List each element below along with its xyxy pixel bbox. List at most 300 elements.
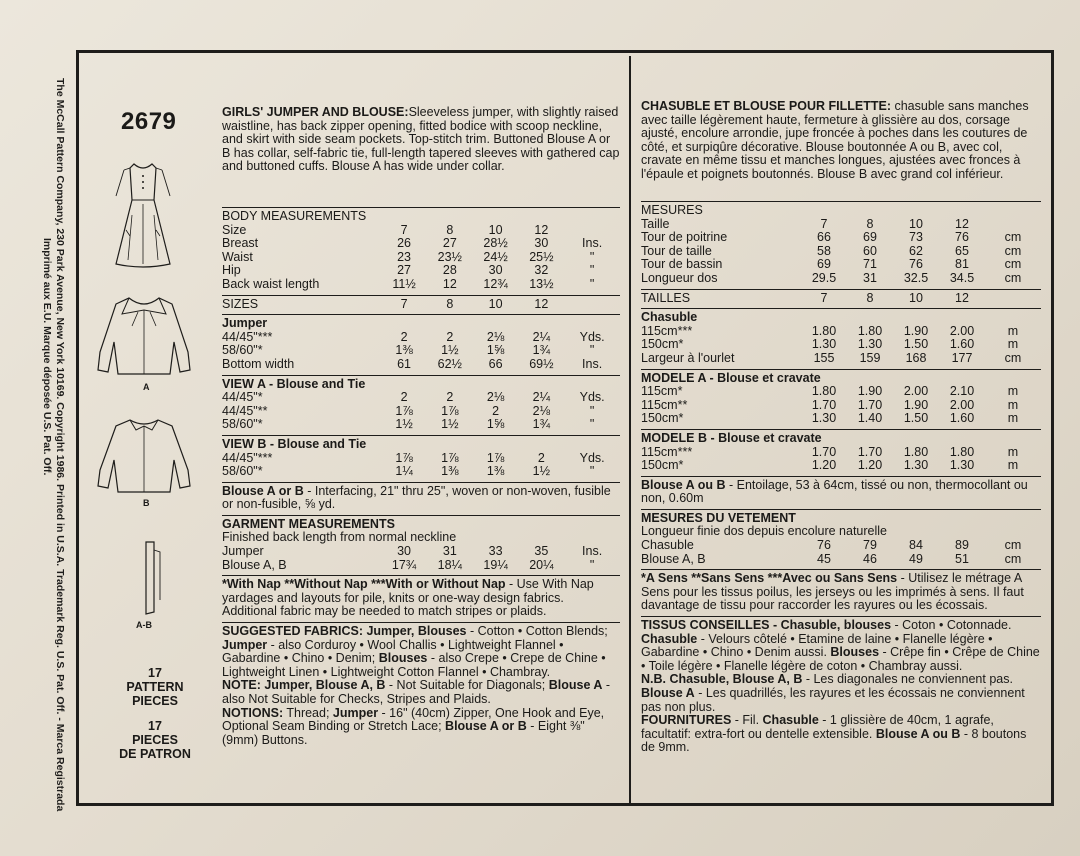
column-divider: [629, 56, 631, 806]
size-value: 31: [442, 544, 457, 559]
section-rule: [222, 207, 620, 208]
size-value: 28½: [483, 236, 508, 251]
table-row: [222, 237, 620, 251]
view-b-subtitle: - Blouse et cravate: [706, 430, 822, 445]
fabrics-text: - also Crepe • Crepe de Chine • Lightweight Linen • Lightweight Cotton Flannel • Chambray.: [222, 651, 606, 679]
size-value: 58: [817, 243, 831, 258]
row-label: 44/45"***: [222, 329, 273, 344]
sizes-table: [641, 292, 1041, 306]
size-value: 8: [446, 296, 454, 311]
size-value: 1.30: [949, 458, 975, 473]
row-label: Blouse A, B: [641, 551, 706, 566]
unit: ": [589, 263, 595, 278]
unit: [985, 218, 1041, 232]
unit: Yds.: [579, 390, 605, 405]
size-value: 1.20: [811, 458, 837, 473]
row-label: 115cm***: [641, 323, 693, 338]
notions-blouse: Blouse A ou B: [875, 726, 961, 741]
garment-measurements-subtitle: Longueur finie dos depuis encolure naturelle: [641, 524, 888, 539]
row-label: Size: [222, 222, 247, 237]
unit: Ins.: [582, 356, 603, 371]
size-value: 76: [909, 257, 923, 272]
unit: cm: [1004, 538, 1022, 553]
unit: ": [589, 343, 595, 358]
size-value: 62½: [437, 356, 462, 371]
unit: [564, 224, 620, 238]
size-value: 2.00: [949, 323, 975, 338]
size-value: 1.80: [949, 444, 975, 459]
size-value: 1.90: [903, 397, 929, 412]
note-text: - Les quadrillés, les rayures et les écossais ne conviennent pas non plus.: [641, 686, 1025, 714]
size-value: 1.70: [857, 397, 883, 412]
size-value: 34.5: [949, 270, 975, 285]
size-value: 11½: [392, 276, 416, 291]
jumper-yardage-table: [222, 331, 620, 372]
suggested-fabrics: [222, 625, 620, 679]
garment-measurements-table: [641, 539, 1041, 566]
notions-text: - Eight ⅜" (9mm) Buttons.: [222, 719, 585, 747]
pieces-count: 17: [148, 666, 162, 680]
size-value: 66: [817, 230, 831, 245]
sketch-label-ab: A-B: [136, 620, 152, 630]
size-value: 29.5: [811, 270, 837, 285]
size-value: 76: [955, 230, 969, 245]
notions-text: - Fil.: [731, 713, 763, 728]
size-value: 2: [492, 403, 500, 418]
row-label: Tour de taille: [641, 243, 712, 258]
size-value: 10: [909, 216, 923, 231]
size-value: 2: [537, 450, 545, 465]
unit: m: [1007, 444, 1019, 459]
size-value: 10: [909, 290, 923, 305]
size-value: 1¼: [395, 464, 413, 479]
body-measurements-title: MESURES: [641, 203, 703, 217]
view-b-heading: [222, 438, 620, 452]
sizes-label: TAILLES: [641, 290, 691, 305]
suggested-fabrics: [641, 619, 1041, 673]
row-label: Jumper: [222, 544, 264, 559]
size-value: 46: [863, 551, 877, 566]
notions-text: - 8 boutons de 9mm.: [641, 726, 1027, 755]
unit: ": [589, 276, 595, 291]
interfacing: [222, 485, 620, 512]
size-value: 7: [820, 290, 828, 305]
size-value: 1.30: [857, 337, 883, 352]
notions: [641, 714, 1041, 755]
table-row: [222, 391, 620, 405]
size-value: 89: [955, 538, 969, 553]
size-value: 79: [863, 538, 877, 553]
size-value: 8: [866, 216, 874, 231]
sketch-label-a: A: [143, 382, 150, 392]
unit: cm: [1004, 350, 1022, 365]
table-row: [641, 553, 1041, 567]
jumper-yardage-table: [641, 325, 1041, 366]
size-value: 51: [955, 551, 969, 566]
unit: ": [589, 464, 595, 479]
unit: ": [589, 249, 595, 264]
table-row: [641, 352, 1041, 366]
size-value: 155: [813, 350, 835, 365]
size-value: 1.30: [811, 411, 837, 426]
pattern-number: 2679: [121, 108, 177, 135]
unit: ": [589, 403, 595, 418]
notions-text: - 1 glissière de 40cm, 1 agrafe, facultatif: extra-fort ou dentelle extensible.: [641, 713, 994, 741]
table-row: [641, 218, 1041, 232]
interfacing-text: - Entoilage, 53 à 64cm, tissé ou non, thermocollant ou non, 0.60m: [641, 477, 1028, 506]
size-value: 1.80: [903, 444, 929, 459]
view-a-subtitle: - Blouse et cravate: [706, 370, 821, 385]
view-a-yardage-table: [641, 385, 1041, 426]
view-b-title: MODELE B: [641, 430, 707, 445]
pieces-label: PIECES: [132, 694, 178, 708]
size-value: 1½: [395, 417, 413, 432]
size-value: 32.5: [903, 270, 929, 285]
size-value: 1½: [441, 343, 459, 358]
size-value: 7: [820, 216, 828, 231]
section-rule: [222, 295, 620, 296]
size-value: 1⅝: [486, 417, 505, 432]
row-label: Longueur dos: [641, 270, 718, 285]
description-title: CHASUBLE ET BLOUSE POUR FILLETTE:: [641, 99, 891, 113]
size-value: 65: [955, 243, 969, 258]
unit: m: [1007, 384, 1019, 399]
size-value: 7: [400, 296, 408, 311]
size-value: 69: [817, 257, 831, 272]
view-b-yardage-table: [222, 452, 620, 479]
size-value: 61: [397, 356, 412, 371]
size-value: 28: [442, 263, 457, 278]
size-value: 10: [488, 296, 503, 311]
size-value: 12: [534, 296, 549, 311]
table-row: [641, 459, 1041, 473]
row-label: 58/60"*: [222, 343, 263, 358]
size-value: 27: [397, 263, 412, 278]
notions-jumper: Chasuble: [762, 713, 819, 728]
row-label: 44/45"**: [222, 403, 268, 418]
view-a-yardage-table: [222, 391, 620, 432]
fabrics-blouses: Blouses: [830, 645, 880, 660]
sizes-row: [641, 292, 1041, 306]
row-label: 115cm**: [641, 397, 688, 412]
body-measurements-table: [222, 224, 620, 292]
fabrics-title: TISSUS CONSEILLES - Chasuble, blouses: [641, 618, 892, 633]
row-label: 58/60"*: [222, 464, 263, 479]
interfacing-title: Blouse A ou B: [641, 477, 726, 492]
size-value: 2¼: [532, 390, 551, 405]
row-label: 44/45"***: [222, 450, 273, 465]
section-rule: [641, 509, 1041, 510]
size-value: 27: [442, 236, 457, 251]
table-row: [222, 251, 620, 265]
size-value: 2: [400, 329, 408, 344]
size-value: 76: [817, 538, 831, 553]
section-rule: [222, 622, 620, 623]
size-value: 66: [488, 356, 503, 371]
unit: Yds.: [579, 329, 605, 344]
size-value: 69: [863, 230, 877, 245]
size-value: 1.30: [903, 458, 929, 473]
size-value: 177: [951, 350, 973, 365]
size-value: 2¼: [532, 329, 551, 344]
fabrics-text: - Coton • Cotonnade.: [891, 618, 1012, 633]
section-rule: [222, 375, 620, 376]
row-label: Taille: [641, 216, 670, 231]
description: [641, 100, 1041, 198]
row-label: 150cm*: [641, 337, 684, 352]
french-column: [641, 100, 1041, 755]
view-a-subtitle: - Blouse and Tie: [265, 376, 366, 391]
fabrics-text: - Cotton • Cotton Blends;: [466, 624, 608, 639]
row-label: Back waist length: [222, 276, 320, 291]
fabrics-blouses: Blouses: [378, 651, 428, 666]
size-value: 1⅝: [486, 343, 505, 358]
jumper-title: Chasuble: [641, 310, 698, 325]
sizes-label: SIZES: [222, 296, 259, 311]
blouse-b-sketch: [94, 414, 194, 498]
section-rule: [641, 201, 1041, 202]
size-value: 1⅞: [395, 450, 413, 465]
note-text: - also Not Suitable for Checks, Stripes and Plaids.: [222, 678, 611, 706]
unit: Yds.: [579, 450, 605, 465]
description: [222, 106, 620, 204]
sketch-label-b: B: [143, 498, 150, 508]
section-rule: [641, 289, 1041, 290]
size-value: 35: [534, 544, 549, 559]
table-row: [641, 231, 1041, 245]
size-value: 1.50: [903, 411, 929, 426]
size-value: 1¾: [532, 417, 551, 432]
size-value: 1⅞: [395, 403, 413, 418]
fabrics-text: - Velours côtelé • Etamine de laine • Flanelle légère • Gabardine • Chino • Denim aussi.: [641, 631, 993, 660]
notions-title: NOTIONS:: [222, 705, 284, 720]
nap-legend-head: *A Sens **Sans Sens ***Avec ou Sans Sens: [641, 571, 898, 586]
size-value: 12¾: [483, 276, 508, 291]
size-value: 32: [534, 263, 549, 278]
size-value: 1⅜: [395, 343, 413, 358]
size-value: 1.90: [903, 323, 929, 338]
section-rule: [641, 476, 1041, 477]
size-value: 73: [909, 230, 923, 245]
size-value: 1⅜: [486, 464, 505, 479]
size-value: 1.30: [811, 337, 837, 352]
size-value: 1.70: [811, 397, 837, 412]
fabric-note: [222, 679, 620, 706]
size-value: 30: [488, 263, 503, 278]
row-label: 115cm*: [641, 384, 683, 399]
size-value: 1.20: [857, 458, 883, 473]
row-label: Tour de bassin: [641, 257, 723, 272]
table-row: [222, 344, 620, 358]
interfacing-text: - Interfacing, 21" thru 25", woven or non-woven, fusible or non-fusible, ⅝ yd.: [222, 483, 611, 512]
table-row: [222, 278, 620, 292]
unit: Ins.: [582, 236, 603, 251]
size-value: 1.80: [857, 323, 883, 338]
row-label: 44/45"*: [222, 390, 263, 405]
section-rule: [222, 515, 620, 516]
view-a-heading: [641, 372, 1041, 386]
body-measurements-title: BODY MEASUREMENTS: [222, 209, 367, 223]
notions-jumper: Jumper: [332, 705, 379, 720]
fabrics-jumper: Jumper: [222, 637, 268, 652]
unit: m: [1007, 458, 1019, 473]
section-rule: [641, 308, 1041, 309]
table-row: [222, 545, 620, 559]
size-value: 33: [488, 544, 503, 559]
nap-legend-text: - Use With Nap yardages and layouts for pile, knits or one-way design fabrics. Additional fabric may be needed to match stripes or plaids.: [222, 577, 594, 619]
size-value: 8: [446, 222, 454, 237]
size-value: 31: [863, 270, 877, 285]
row-label: 58/60"*: [222, 417, 263, 432]
size-value: 8: [866, 290, 874, 305]
size-value: 25½: [529, 249, 554, 264]
pieces-label: DE PATRON: [119, 747, 191, 761]
nap-legend: [641, 572, 1041, 613]
size-value: 2: [400, 390, 408, 405]
view-b-title: VIEW B: [222, 436, 267, 451]
table-row: [641, 325, 1041, 339]
size-value: 1.60: [949, 411, 975, 426]
size-value: 1½: [532, 464, 551, 479]
table-row: [222, 331, 620, 345]
body-measurements-table: [641, 218, 1041, 286]
notions: [222, 707, 620, 748]
size-value: 12: [955, 216, 969, 231]
table-row: [641, 338, 1041, 352]
section-rule: [222, 575, 620, 576]
fabrics-jumper: Chasuble: [641, 631, 698, 646]
interfacing: [641, 479, 1041, 506]
section-rule: [641, 569, 1041, 570]
size-value: 12: [534, 222, 549, 237]
table-row: [222, 358, 620, 372]
size-value: 60: [863, 243, 877, 258]
jumper-title: Jumper: [222, 316, 268, 331]
size-value: 49: [909, 551, 923, 566]
section-rule: [641, 429, 1041, 430]
interfacing-title: Blouse A or B: [222, 483, 304, 498]
notions-blouse: Blouse A or B: [445, 719, 527, 734]
row-label: Largeur à l'ourlet: [641, 350, 735, 365]
garment-measurements-title: MESURES DU VETEMENT: [641, 510, 796, 525]
table-row: [641, 258, 1041, 272]
table-row: [222, 264, 620, 278]
view-b-yardage-table: [641, 446, 1041, 473]
size-value: 1¾: [532, 343, 551, 358]
table-row: [641, 446, 1041, 460]
view-a-heading: [222, 378, 620, 392]
table-row: [222, 405, 620, 419]
size-value: 7: [400, 222, 408, 237]
section-rule: [222, 482, 620, 483]
section-rule: [641, 369, 1041, 370]
size-value: 1⅞: [486, 450, 505, 465]
size-value: 17¾: [391, 557, 417, 572]
garment-measurements-title: GARMENT MEASUREMENTS: [222, 516, 395, 531]
fabrics-text: - Crêpe fin • Crêpe de Chine • Toile légère • Flanelle légère de coton • Chambray aussi.: [641, 645, 1040, 673]
size-value: 2.00: [949, 397, 975, 412]
size-value: 13½: [529, 276, 554, 291]
size-value: 1.60: [949, 337, 975, 352]
section-rule: [222, 314, 620, 315]
size-value: 1.80: [811, 384, 837, 399]
size-value: 24½: [483, 249, 508, 264]
size-value: 84: [909, 538, 923, 553]
nap-legend: [222, 578, 620, 619]
english-column: [222, 106, 620, 747]
sizes-table: [222, 298, 620, 312]
size-value: 2⅛: [486, 390, 505, 405]
table-row: [641, 539, 1041, 553]
view-a-title: VIEW A: [222, 376, 266, 391]
unit: [564, 298, 620, 312]
blouse-a-sketch: [94, 292, 194, 382]
table-row: [222, 452, 620, 466]
jumper-sketch: [112, 160, 174, 270]
table-row: [641, 385, 1041, 399]
unit: m: [1007, 411, 1019, 426]
fabrics-title: SUGGESTED FABRICS: Jumper, Blouses: [222, 624, 467, 639]
unit: ": [589, 417, 595, 432]
size-value: 1⅞: [441, 403, 459, 418]
description-text: Sleeveless jumper, with slightly raised waistline, has back zipper opening, fitted bodice with scoop neckline, and skirt with side seam pockets. Top-stitch trim. Buttoned Blouse A or B has collar, self-fabric tie, full-length tapered sleeves with gathered cap and buttoned cuffs. Blouse A has wide under collar.: [222, 105, 620, 174]
size-value: 69½: [529, 356, 554, 371]
description-text: chasuble sans manches avec taille légèrement haute, fermeture à glissière au dos, corsage ajusté, encolure arrondie, jupe froncée à poches dans les coutures de côté, et surpiqûre décorative. Blouse boutonnée A ou B, avec col, cravate en même tissu et manches longues, ajustées avec fronces à l'épaule et poignets boutonnés. Blouse B avec grand col inférieur.: [641, 99, 1029, 181]
size-value: 62: [909, 243, 923, 258]
size-value: 1⅜: [441, 464, 459, 479]
row-label: Hip: [222, 263, 241, 278]
unit: m: [1007, 323, 1019, 338]
table-row: [641, 412, 1041, 426]
size-value: 2.00: [903, 384, 929, 399]
pieces-label: PATTERN: [126, 680, 184, 694]
size-value: 1½: [441, 417, 459, 432]
size-value: 2⅛: [532, 403, 551, 418]
unit: cm: [1004, 243, 1022, 258]
size-value: 1.80: [811, 323, 837, 338]
size-value: 168: [905, 350, 927, 365]
unit: m: [1007, 397, 1019, 412]
table-row: [641, 272, 1041, 286]
row-label: 115cm***: [641, 444, 693, 459]
size-value: 1.50: [903, 337, 929, 352]
size-value: 2⅛: [486, 329, 505, 344]
size-value: 2: [446, 329, 454, 344]
row-label: 150cm*: [641, 411, 684, 426]
note-title: NOTE: Jumper, Blouse A, B: [222, 678, 386, 693]
size-value: 71: [863, 257, 877, 272]
publisher-imprint: [41, 78, 84, 812]
sizes-row: [222, 298, 620, 312]
section-rule: [222, 435, 620, 436]
size-value: 12: [442, 276, 457, 291]
nap-legend-text: - Utilisez le métrage A Sens pour les tissus poilus, les jerseys ou les imprimés à sens. Il faut davantage de tissu pour raccorder les rayures ou les écossais.: [641, 571, 1024, 613]
row-label: Blouse A, B: [222, 557, 287, 572]
size-value: 18¼: [437, 557, 462, 572]
unit: cm: [1004, 551, 1022, 566]
unit: m: [1007, 337, 1019, 352]
size-value: 1.70: [857, 444, 883, 459]
row-label: Chasuble: [641, 538, 694, 553]
garment-measurements-subtitle: Finished back length from normal neckline: [222, 530, 457, 545]
notions-title: FOURNITURES: [641, 713, 732, 728]
unit: cm: [1004, 270, 1022, 285]
note-blouse: Blouse A: [548, 678, 603, 693]
publisher-line-1: The McCall Pattern Company, 230 Park Avenue, New York 10169. Copyright 1986. Printed in U.S.A. Trademark Reg. U.S. Pat. Off. - Marca Registrada: [54, 78, 66, 812]
size-value: 1.40: [857, 411, 883, 426]
tie-sketch: [140, 540, 164, 616]
size-value: 45: [817, 551, 831, 566]
